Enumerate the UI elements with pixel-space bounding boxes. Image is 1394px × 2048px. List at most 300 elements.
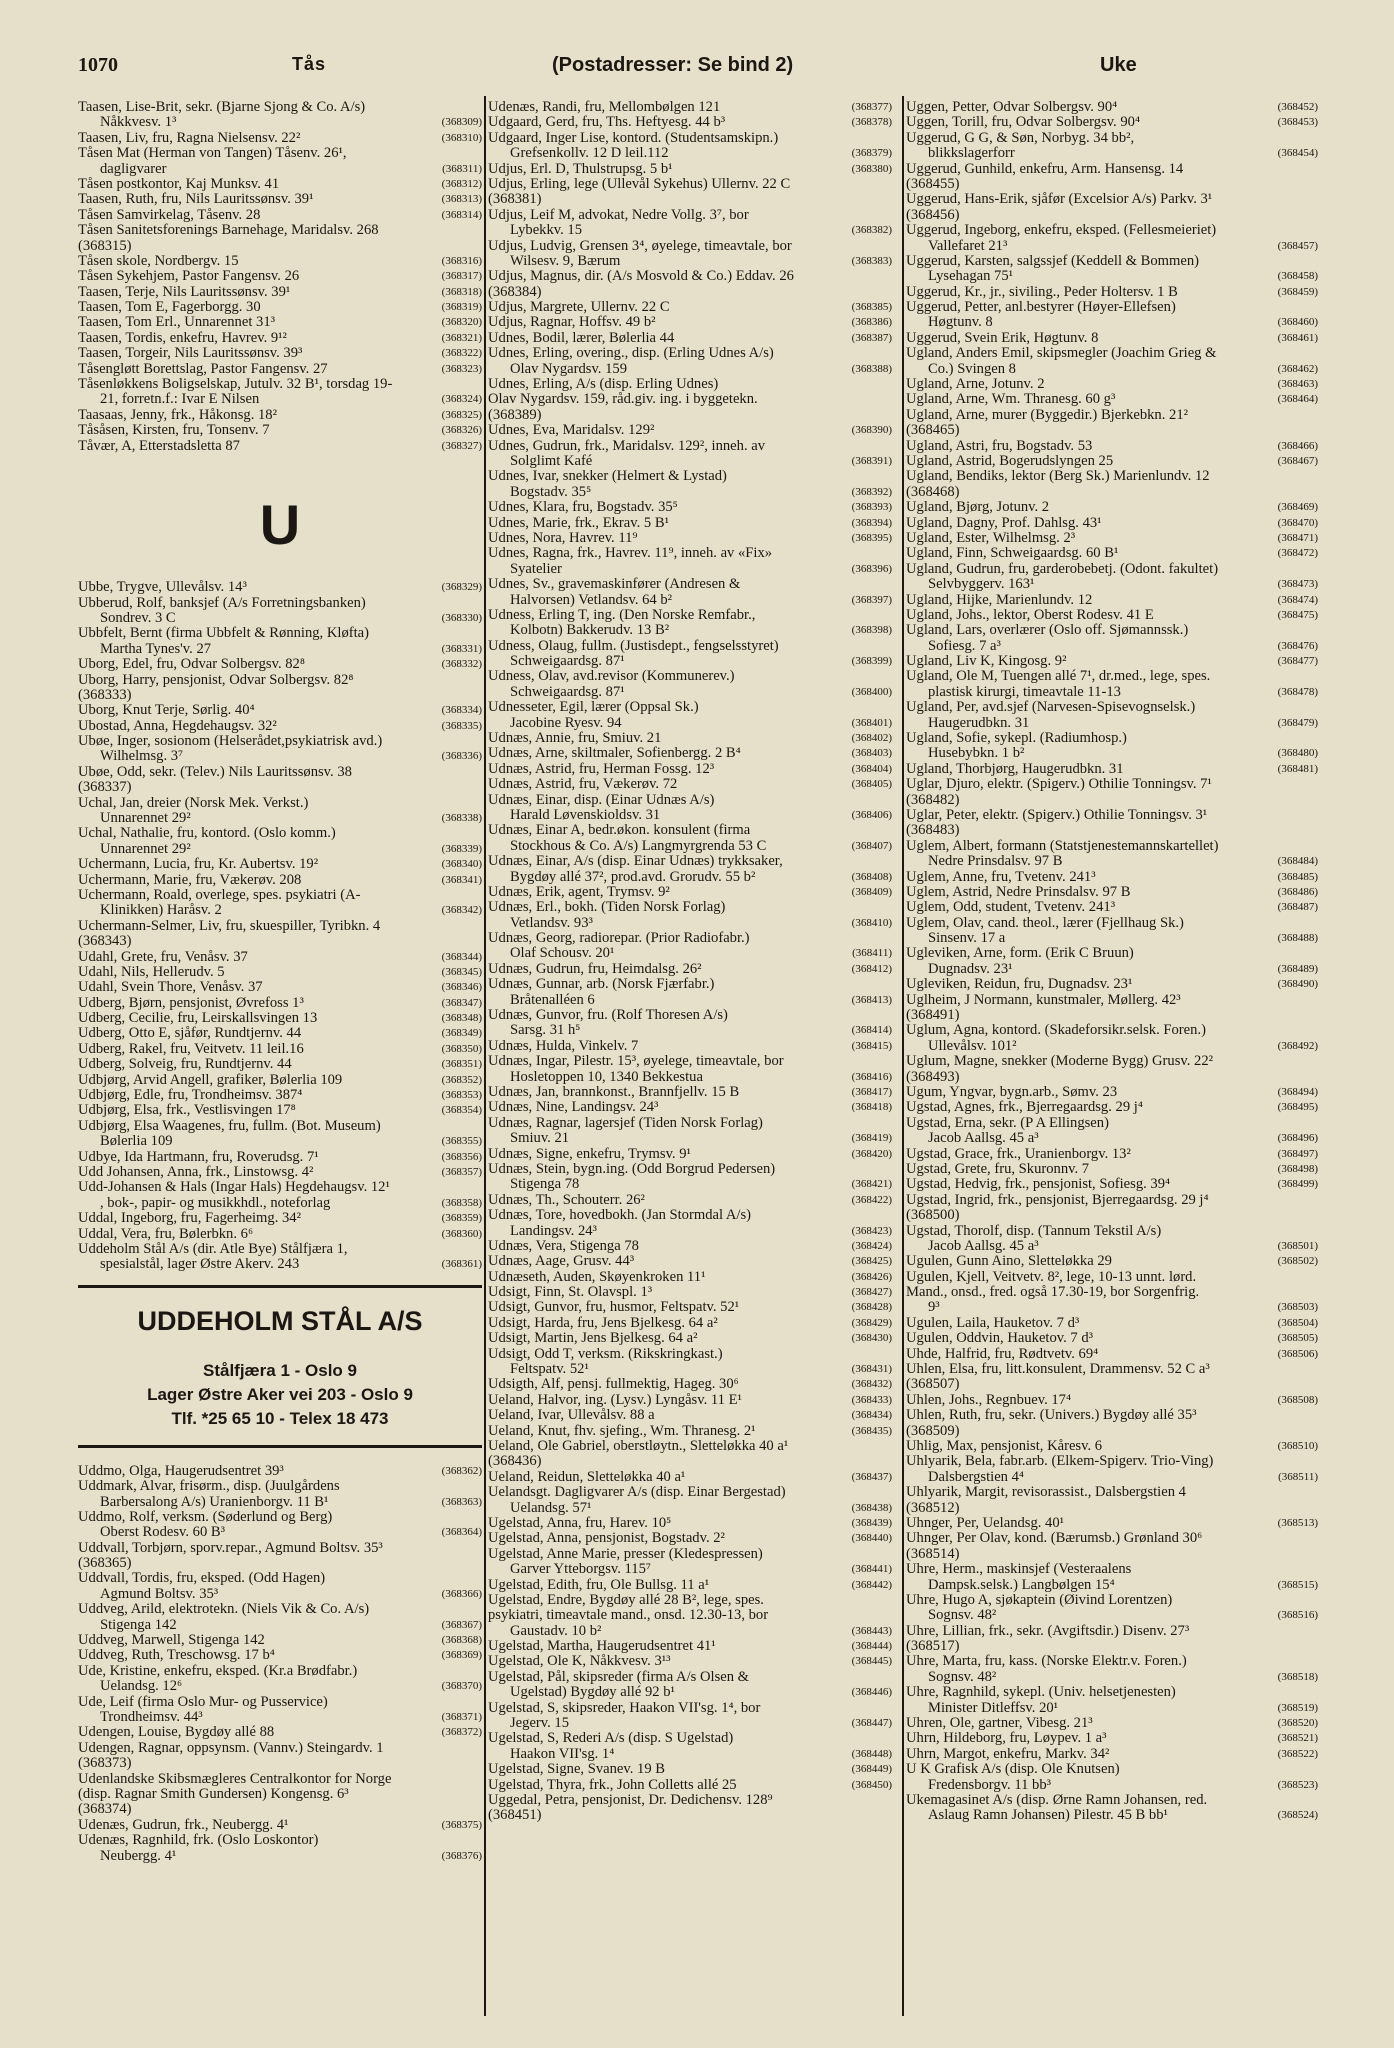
listing-text: Uchermann-Selmer, Liv, fru, skuespiller, Tyribkn. 4 xyxy=(78,918,381,934)
listing-line xyxy=(488,546,892,561)
listing-line xyxy=(488,177,892,192)
listing-line xyxy=(78,1042,482,1057)
listing-number: (368419) xyxy=(851,1132,892,1145)
listing-text: Ugelstad, Ole K, Nåkkvesv. 3¹³ xyxy=(488,1654,671,1670)
listing-line xyxy=(488,1254,892,1269)
listing-text: Oberst Rodesv. 60 B³ xyxy=(100,1525,226,1541)
listing-line xyxy=(488,1516,892,1531)
listing-line xyxy=(488,1300,892,1315)
listing-number: (368406) xyxy=(851,808,892,821)
listing-line xyxy=(488,362,892,377)
listing-number: (368410) xyxy=(851,916,892,929)
listing-number: (368480) xyxy=(1277,747,1318,760)
listing-number: (368321) xyxy=(441,331,482,344)
listing-number: (368347) xyxy=(441,996,482,1009)
listing-text: Ugelstad, Martha, Haugerudsentret 41¹ xyxy=(488,1639,716,1655)
listing-number: (368424) xyxy=(851,1239,892,1252)
listing-line xyxy=(488,223,892,238)
listing-line xyxy=(906,654,1318,669)
listing-number: (368322) xyxy=(441,347,482,360)
listing-text: (368455) xyxy=(906,176,960,192)
listing-number: (368414) xyxy=(851,1024,892,1037)
listing-line xyxy=(488,346,892,361)
listing-line xyxy=(488,1347,892,1362)
listing-text: Bogstadv. 35⁵ xyxy=(510,484,592,500)
listing-text: Feltspatv. 52¹ xyxy=(510,1362,589,1378)
listing-number: (368524) xyxy=(1277,1809,1318,1822)
listing-line xyxy=(78,1510,482,1525)
listing-line xyxy=(78,673,482,688)
listing-line xyxy=(488,1162,892,1177)
listing-text: Tåsen Sanitetsforenings Barnehage, Maridalsv. 268 xyxy=(78,223,379,239)
listing-text: Tåsengløtt Borettslag, Pastor Fangensv. 27 xyxy=(78,361,328,377)
listing-line xyxy=(488,731,892,746)
listing-number: (368354) xyxy=(441,1104,482,1117)
listing-line xyxy=(906,1224,1318,1239)
listing-text: Wilhelmsg. 3⁷ xyxy=(100,749,184,765)
listing-text: Udenæs, Gudrun, frk., Neubergg. 4¹ xyxy=(78,1817,289,1833)
listing-text: Uhnger, Per, Uelandsg. 40¹ xyxy=(906,1515,1065,1531)
listing-line xyxy=(78,208,482,223)
listing-text: Uglem, Anne, fru, Tvetenv. 241³ xyxy=(906,869,1096,885)
listing-line xyxy=(906,1547,1318,1562)
listing-text: Husebybkn. 1 b² xyxy=(928,746,1025,762)
listing-number: (368362) xyxy=(441,1464,482,1477)
listing-line xyxy=(78,1633,482,1648)
column-divider xyxy=(484,96,486,2016)
listing-line xyxy=(488,870,892,885)
listing-line xyxy=(488,1562,892,1577)
listing-text: Ugland, Arne, Wm. Thranesg. 60 g³ xyxy=(906,392,1116,408)
listing-line xyxy=(488,1131,892,1146)
listing-number: (368437) xyxy=(851,1470,892,1483)
listing-text: Olaf Schousv. 20¹ xyxy=(510,946,615,962)
listing-text: Uddeholm Stål A/s (dir. Atle Bye) Stålfjæra 1, xyxy=(78,1241,348,1257)
page-number: 1070 xyxy=(78,54,118,76)
listing-text: Agmund Boltsv. 35³ xyxy=(100,1586,219,1602)
listing-text: Ubøe, Odd, sekr. (Telev.) Nils Lauritssønsv. 38 xyxy=(78,764,352,780)
listing-text: Ugelstad, S, Rederi A/s (disp. S Ugelstad) xyxy=(488,1731,734,1747)
listing-text: Udnæs, Gunnar, arb. (Norsk Fjærfabr.) xyxy=(488,977,715,993)
listing-text: Uggerud, Petter, anl.bestyrer (Høyer-Ellefsen) xyxy=(906,300,1176,316)
listing-text: Uhre, Herm., maskinsjef (Vesteraalens xyxy=(906,1562,1132,1578)
listing-number: (368348) xyxy=(441,1012,482,1025)
listing-line xyxy=(488,1239,892,1254)
listing-number: (368457) xyxy=(1277,239,1318,252)
listing-number: (368518) xyxy=(1277,1670,1318,1683)
listing-line xyxy=(78,346,482,361)
listing-text: Ugelstad, Anne Marie, presser (Kledespressen) xyxy=(488,1546,763,1562)
listing-line xyxy=(906,131,1318,146)
listing-number: (368464) xyxy=(1277,393,1318,406)
listing-text: Uglum, Magne, snekker (Moderne Bygg) Grusv. 22² xyxy=(906,1054,1214,1070)
listing-line xyxy=(78,934,482,949)
listing-number: (368475) xyxy=(1277,608,1318,621)
listing-number: (368508) xyxy=(1277,1393,1318,1406)
listing-text: Udjus, Ragnar, Hoffsv. 49 b² xyxy=(488,315,656,331)
listing-line xyxy=(78,146,482,161)
listing-text: Udnæs, Gudrun, fru, Heimdalsg. 26² xyxy=(488,961,702,977)
listing-text: Uddmo, Olga, Haugerudsentret 39³ xyxy=(78,1463,284,1479)
listing-line xyxy=(78,857,482,872)
listing-line xyxy=(488,1270,892,1285)
listing-text: (368315) xyxy=(78,238,132,254)
listing-text: Taasen, Lise-Brit, sekr. (Bjarne Sjong & Co. A/s) xyxy=(78,100,366,115)
listing-line xyxy=(906,1470,1318,1485)
listing-line xyxy=(78,657,482,672)
listing-number: (368479) xyxy=(1277,716,1318,729)
listing-line xyxy=(906,1593,1318,1608)
listing-text: Sinsenv. 17 a xyxy=(928,931,1006,947)
listing-text: Udgaard, Gerd, fru, Ths. Heftyesg. 44 b³ xyxy=(488,115,726,131)
listing-text: Udnæs, Georg, radiorepar. (Prior Radiofabr.) xyxy=(488,931,750,947)
listing-number: (368523) xyxy=(1277,1778,1318,1791)
listing-line xyxy=(78,873,482,888)
listing-text: Stockhous & Co. A/s) Langmyrgrenda 53 C xyxy=(510,838,767,854)
listing-number: (368380) xyxy=(851,162,892,175)
listing-line xyxy=(906,254,1318,269)
listing-number: (368375) xyxy=(441,1818,482,1831)
listing-line xyxy=(78,1772,482,1787)
listing-line xyxy=(906,454,1318,469)
listing-line xyxy=(906,1716,1318,1731)
listing-text: Udnæs, Erl., bokh. (Tiden Norsk Forlag) xyxy=(488,900,726,916)
listing-text: , bok-, papir- og musikkhdl., noteforlag xyxy=(100,1195,331,1211)
listing-text: Udbjørg, Arvid Angell, grafiker, Bølerlia 109 xyxy=(78,1072,343,1088)
listing-line xyxy=(78,254,482,269)
listing-text: Ukemagasinet A/s (disp. Ørne Ramn Johansen, red. xyxy=(906,1792,1208,1808)
listing-line xyxy=(488,1731,892,1746)
listing-text: Tåsen Mat (Herman von Tangen) Tåsenv. 26¹, xyxy=(78,146,347,162)
listing-text: Udnes, Ragna, frk., Havrev. 11⁹, inneh. av «Fix» xyxy=(488,546,773,562)
ad-line: Lager Østre Aker vei 203 - Oslo 9 xyxy=(147,1384,413,1404)
listing-number: (368392) xyxy=(851,485,892,498)
listing-text: Uglar, Peter, elektr. (Spigerv.) Othilie Tonningsv. 3¹ xyxy=(906,807,1208,823)
listing-text: Udsigt, Odd T, verksm. (Rikskringkast.) xyxy=(488,1346,723,1362)
listing-text: Jacob Aallsg. 45 a³ xyxy=(928,1131,1039,1147)
listing-text: (368491) xyxy=(906,1008,960,1024)
listing-text: Sofiesg. 7 a³ xyxy=(928,638,1001,654)
header-left-word: Tås xyxy=(292,54,327,74)
listing-text: Uggedal, Petra, pensjonist, Dr. Dedichensv. 128⁹ xyxy=(488,1792,773,1808)
listing-text: Fredensborgv. 11 bb³ xyxy=(928,1777,1052,1793)
listing-line xyxy=(78,903,482,918)
listing-text: Udnes, Sv., gravemaskinfører (Andresen & xyxy=(488,577,741,593)
listing-number: (368506) xyxy=(1277,1347,1318,1360)
listing-text: Ugland, Sofie, sykepl. (Radiumhosp.) xyxy=(906,731,1127,747)
listing-line xyxy=(488,823,892,838)
listing-line xyxy=(906,1054,1318,1069)
listing-line xyxy=(906,1808,1318,1823)
listing-line xyxy=(488,1608,892,1623)
listing-text: Udberg, Bjørn, pensjonist, Øvrefoss 1³ xyxy=(78,995,304,1011)
listing-line xyxy=(78,888,482,903)
listing-text: Sarsg. 31 h⁵ xyxy=(510,1023,581,1039)
listing-line xyxy=(488,254,892,269)
listing-line xyxy=(78,1710,482,1725)
listing-text: (368482) xyxy=(906,792,960,808)
column-2 xyxy=(488,100,892,1824)
listing-text: Gaustadv. 10 b² xyxy=(510,1623,602,1639)
listing-line xyxy=(906,192,1318,207)
listing-line xyxy=(906,1701,1318,1716)
listing-number: (368454) xyxy=(1277,147,1318,160)
listing-text: Udness, Olav, avd.revisor (Kommunerev.) xyxy=(488,669,735,685)
listing-line xyxy=(906,885,1318,900)
listing-text: Uglar, Djuro, elektr. (Spigerv.) Othilie Tonningsv. 7¹ xyxy=(906,777,1212,793)
listing-number: (368388) xyxy=(851,362,892,375)
listing-text: Ugland, Bjørg, Jotunv. 2 xyxy=(906,500,1050,516)
listing-number: (368481) xyxy=(1277,762,1318,775)
listing-text: Udbjørg, Elsa, frk., Vestlisvingen 17⁸ xyxy=(78,1103,296,1119)
listing-line xyxy=(906,362,1318,377)
listing-line xyxy=(906,408,1318,423)
listing-text: Trondheimsv. 44³ xyxy=(100,1709,203,1725)
listing-number: (368357) xyxy=(441,1166,482,1178)
listing-text: Sondrev. 3 C xyxy=(100,610,176,626)
listing-text: Uhnger, Per Olav, kond. (Bærumsb.) Grønland 30⁶ xyxy=(906,1531,1203,1547)
listing-text: Uglem, Odd, student, Tvetenv. 241³ xyxy=(906,900,1116,916)
listing-number: (368449) xyxy=(851,1763,892,1776)
listing-line xyxy=(78,177,482,192)
listing-line xyxy=(78,1756,482,1771)
listing-text: Ugum, Yngvar, bygn.arb., Sømv. 23 xyxy=(906,1085,1118,1100)
listing-line xyxy=(906,931,1318,946)
listing-number: (368314) xyxy=(441,208,482,221)
listing-text: Taasen, Torgeir, Nils Lauritssønsv. 39³ xyxy=(78,346,303,362)
listing-line xyxy=(488,669,892,684)
listing-text: (368337) xyxy=(78,780,132,796)
listing-number: (368382) xyxy=(851,224,892,237)
listing-line xyxy=(488,239,892,254)
listing-line xyxy=(906,1316,1318,1331)
listing-number: (368443) xyxy=(851,1624,892,1637)
listing-number: (368474) xyxy=(1277,593,1318,606)
listing-line xyxy=(906,1501,1318,1516)
listing-number: (368466) xyxy=(1277,439,1318,452)
listing-number: (368309) xyxy=(441,116,482,129)
listing-number: (368420) xyxy=(851,1147,892,1160)
listing-line xyxy=(906,977,1318,992)
listing-line xyxy=(906,1239,1318,1254)
listing-text: Unnarennet 29² xyxy=(100,811,191,827)
listing-number: (368501) xyxy=(1277,1239,1318,1252)
listing-text: Udnæs, Einar, disp. (Einar Udnæs A/s) xyxy=(488,792,715,808)
listing-text: Udsigth, Alf, pensj. fullmektig, Hageg. 30⁶ xyxy=(488,1377,739,1393)
listing-line xyxy=(78,1196,482,1211)
listing-number: (368440) xyxy=(851,1532,892,1545)
listing-text: (368514) xyxy=(906,1546,960,1562)
listing-number: (368452) xyxy=(1277,101,1318,113)
listing-number: (368488) xyxy=(1277,932,1318,945)
listing-line xyxy=(78,300,482,315)
listing-text: Ubostad, Anna, Hegdehaugsv. 32² xyxy=(78,718,277,734)
listing-text: Udness, Olaug, fullm. (Justisdept., fengselsstyret) xyxy=(488,638,779,654)
listing-line xyxy=(488,746,892,761)
listing-number: (368330) xyxy=(441,611,482,624)
listing-line xyxy=(488,454,892,469)
listing-number: (368505) xyxy=(1277,1332,1318,1345)
listing-text: Uhrn, Hildeborg, fru, Løypev. 1 a³ xyxy=(906,1731,1107,1747)
listing-number: (368417) xyxy=(851,1086,892,1098)
listing-line xyxy=(906,500,1318,515)
listing-line xyxy=(78,1787,482,1802)
listing-line xyxy=(488,1454,892,1469)
listing-text: Udjus, Leif M, advokat, Nedre Vollg. 3⁷, bor xyxy=(488,207,749,223)
listing-number: (368317) xyxy=(441,270,482,283)
ad-line: Stålfjæra 1 - Oslo 9 xyxy=(203,1360,357,1380)
listing-line xyxy=(488,1670,892,1685)
listing-text: Tåsen postkontor, Kaj Munksv. 41 xyxy=(78,176,280,192)
listing-text: Ugelstad, Pål, skipsreder (firma A/s Olsen & xyxy=(488,1669,750,1685)
listing-number: (368445) xyxy=(851,1655,892,1668)
listing-number: (368442) xyxy=(851,1578,892,1591)
listing-number: (368487) xyxy=(1277,901,1318,914)
listing-number: (368327) xyxy=(441,439,482,452)
listing-line xyxy=(488,793,892,808)
section-letter: U xyxy=(259,492,301,556)
listing-line xyxy=(488,377,892,392)
listing-line xyxy=(906,177,1318,192)
listing-line xyxy=(906,669,1318,684)
listing-line xyxy=(906,223,1318,238)
listing-text: Uggerud, Karsten, salgssjef (Keddell & Bommen) xyxy=(906,253,1200,269)
listing-number: (368316) xyxy=(441,254,482,267)
listing-line xyxy=(78,1802,482,1817)
listing-text: Uhre, Lillian, frk., sekr. (Avgiftsdir.) Disenv. 27³ xyxy=(906,1623,1190,1639)
listing-line xyxy=(488,946,892,961)
listing-text: (368465) xyxy=(906,423,960,439)
listing-text: Uhlen, Elsa, fru, litt.konsulent, Drammensv. 52 C a³ xyxy=(906,1362,1210,1378)
listing-text: Udahl, Nils, Hellerudv. 5 xyxy=(78,964,225,980)
listing-line xyxy=(906,1454,1318,1469)
listing-text: Udengen, Louise, Bygdøy allé 88 xyxy=(78,1725,275,1741)
listing-text: Udnæs, Aage, Grusv. 44³ xyxy=(488,1254,635,1270)
listing-line xyxy=(488,485,892,500)
listing-text: Uddveg, Marwell, Stigenga 142 xyxy=(78,1633,265,1649)
listing-text: Lybekkv. 15 xyxy=(510,223,583,239)
listing-number: (368503) xyxy=(1277,1301,1318,1314)
listing-text: Udnæs, Jan, brannkonst., Brannfjellv. 15 B xyxy=(488,1085,740,1100)
listing-line xyxy=(488,516,892,531)
listing-text: Ugland, Arne, Jotunv. 2 xyxy=(906,377,1045,393)
listing-number: (368490) xyxy=(1277,978,1318,991)
listing-line xyxy=(906,1608,1318,1623)
listing-line xyxy=(906,808,1318,823)
listing-line xyxy=(78,996,482,1011)
listing-text: Ude, Kristine, enkefru, eksped. (Kr.a Brødfabr.) xyxy=(78,1663,358,1679)
listing-line xyxy=(488,1023,892,1038)
listing-text: Udnæs, Erik, agent, Trymsv. 9² xyxy=(488,884,670,900)
listing-text: Ubberud, Rolf, banksjef (A/s Forretningsbanken) xyxy=(78,595,366,611)
listing-text: Ueland, Ivar, Ullevålsv. 88 a xyxy=(488,1408,655,1424)
listing-number: (368447) xyxy=(851,1717,892,1730)
listing-line xyxy=(906,1578,1318,1593)
listing-number: (368320) xyxy=(441,316,482,329)
entries-t xyxy=(78,100,482,454)
listing-line xyxy=(488,1377,892,1392)
listing-line xyxy=(488,439,892,454)
listing-text: Haugerudbkn. 31 xyxy=(928,715,1030,731)
listing-text: Ueland, Ole Gabriel, oberstløytn., Sletteløkka 40 a¹ xyxy=(488,1438,789,1454)
listing-text: Harald Løvenskioldsv. 31 xyxy=(510,807,661,823)
listing-number: (368405) xyxy=(851,778,892,791)
listing-text: Uddvall, Torbjørn, sporv.repar., Agmund Boltsv. 35³ xyxy=(78,1540,383,1556)
listing-text: Taasen, Tom E, Fagerborgg. 30 xyxy=(78,300,261,316)
listing-text: (368381) xyxy=(488,192,542,208)
listing-text: Ugland, Ole M, Tuengen allé 7¹, dr.med., lege, spes. xyxy=(906,669,1211,685)
listing-line xyxy=(906,346,1318,361)
listing-number: (368360) xyxy=(441,1227,482,1240)
listing-text: Ugelstad, Thyra, frk., John Colletts allé 25 xyxy=(488,1777,737,1793)
listing-text: Ueland, Reidun, Sletteløkka 40 a¹ xyxy=(488,1469,686,1485)
listing-line xyxy=(488,1362,892,1377)
listing-number: (368341) xyxy=(441,873,482,886)
listing-number: (368344) xyxy=(441,950,482,963)
listing-number: (368478) xyxy=(1277,685,1318,698)
listing-line xyxy=(78,1556,482,1571)
listing-line xyxy=(906,1177,1318,1192)
listing-text: (368507) xyxy=(906,1377,960,1393)
listing-text: Uhlig, Max, pensjonist, Kåresv. 6 xyxy=(906,1438,1103,1454)
listing-text: Udnes, Bodil, lærer, Bølerlia 44 xyxy=(488,330,675,346)
listing-line xyxy=(906,916,1318,931)
listing-text: Udjus, Erl. D, Thulstrupsg. 5 b¹ xyxy=(488,161,673,177)
listing-number: (368393) xyxy=(851,501,892,514)
listing-number: (368441) xyxy=(851,1563,892,1576)
entries-u xyxy=(78,580,482,1273)
listing-text: Martha Tynes'v. 27 xyxy=(100,641,212,657)
listing-number: (368429) xyxy=(851,1316,892,1329)
listing-line xyxy=(906,423,1318,438)
listing-text: Sognsv. 48² xyxy=(928,1608,997,1624)
listing-number: (368324) xyxy=(441,393,482,406)
listing-text: Udnæs, Hulda, Vinkelv. 7 xyxy=(488,1038,639,1054)
listing-number: (368461) xyxy=(1277,331,1318,344)
listing-text: Uhren, Ole, gartner, Vibesg. 21³ xyxy=(906,1716,1093,1732)
listing-text: Olav Nygardsv. 159 xyxy=(510,361,627,377)
listing-line xyxy=(906,485,1318,500)
listing-line xyxy=(488,1547,892,1562)
listing-text: (368436) xyxy=(488,1454,542,1470)
listing-number: (368310) xyxy=(441,131,482,144)
listing-line xyxy=(906,1085,1318,1100)
listing-line xyxy=(906,531,1318,546)
listing-text: Bølerlia 109 xyxy=(100,1134,173,1150)
listing-text: Uchal, Nathalie, fru, kontord. (Oslo komm.) xyxy=(78,826,336,842)
listing-number: (368421) xyxy=(851,1178,892,1191)
listing-text: Udnæs, Einar A, bedr.økon. konsulent (firma xyxy=(488,823,751,839)
listing-line xyxy=(78,439,482,454)
listing-text: Udberg, Otto E, sjåfør, Rundtjernv. 44 xyxy=(78,1026,302,1042)
listing-text: Taasen, Tom Erl., Unnarennet 31³ xyxy=(78,315,275,331)
listing-number: (368458) xyxy=(1277,270,1318,283)
listing-line xyxy=(906,946,1318,961)
listing-text: (368493) xyxy=(906,1069,960,1085)
listing-line xyxy=(78,285,482,300)
listing-line xyxy=(78,980,482,995)
listing-line xyxy=(906,439,1318,454)
listing-line xyxy=(488,408,892,423)
listing-text: Jegerv. 15 xyxy=(510,1716,570,1732)
listing-text: Uggerud, G G, & Søn, Norbyg. 34 bb², xyxy=(906,130,1135,146)
listing-text: (368500) xyxy=(906,1208,960,1224)
listing-line xyxy=(906,469,1318,484)
listing-line xyxy=(906,716,1318,731)
listing-text: Udnes, Nora, Havrev. 11⁹ xyxy=(488,530,638,546)
listing-text: Barbersalong A/s) Uranienborgv. 11 B¹ xyxy=(100,1494,329,1510)
listing-text: Uddmo, Rolf, verksm. (Søderlund og Berg) xyxy=(78,1509,333,1525)
